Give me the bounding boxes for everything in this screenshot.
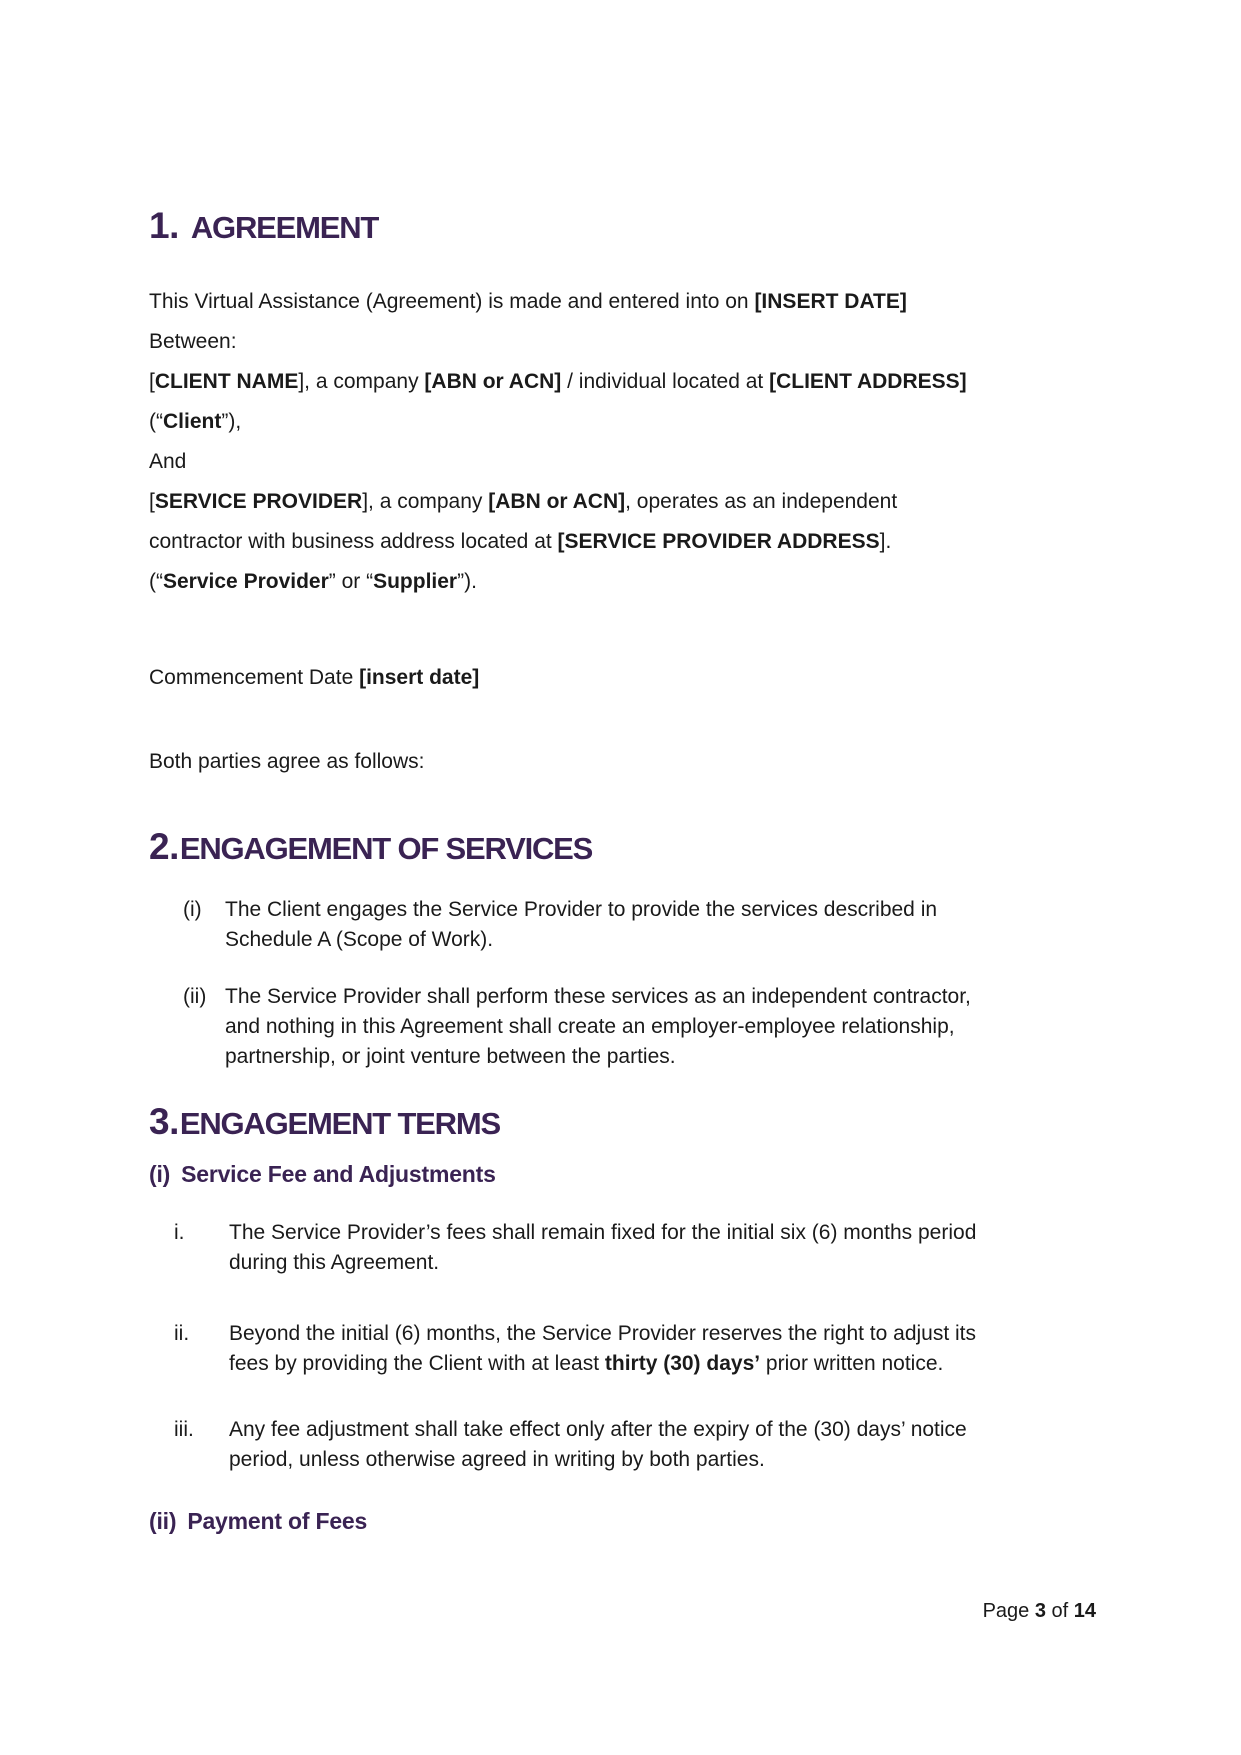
list-item <box>149 1218 1129 1278</box>
text-segment: Client <box>163 410 222 433</box>
text-segment: contractor with business address located at <box>149 530 558 553</box>
section-heading-engagement-of-services <box>149 826 592 868</box>
text-segment: partnership, or joint venture between the parties. <box>225 1045 676 1068</box>
list-item <box>149 1415 1129 1475</box>
list-item <box>149 895 1129 955</box>
text-segment: Commencement Date <box>149 666 360 689</box>
text-segment: Page <box>982 1600 1035 1622</box>
text-line <box>229 1415 1129 1445</box>
text-segment: ”). <box>457 570 477 593</box>
text-segment: [CLIENT ADDRESS] <box>769 370 967 393</box>
text-segment: [ABN or ACN] <box>424 370 562 393</box>
text-segment: [insert date] <box>359 666 480 689</box>
text-line <box>229 1319 1129 1349</box>
text-line <box>149 482 967 522</box>
text-segment: (“ <box>149 410 163 433</box>
text-segment: 14 <box>1073 1600 1096 1622</box>
text-segment: / individual located at <box>561 370 770 393</box>
text-segment: [ABN or ACN] <box>488 490 626 513</box>
text-segment: SERVICE PROVIDER <box>154 490 363 513</box>
text-line <box>225 982 1129 1012</box>
text-line <box>229 1248 1129 1278</box>
subheading-payment-of-fees <box>149 1506 367 1536</box>
list-item-marker: i. <box>174 1221 185 1244</box>
section-title: ENGAGEMENT TERMS <box>179 1106 500 1141</box>
text-segment: ], a company <box>362 490 489 513</box>
section-number: 1. <box>149 205 179 246</box>
text-segment: of <box>1045 1600 1074 1622</box>
text-segment: And <box>149 450 187 473</box>
text-line <box>149 562 967 602</box>
text-segment: fees by providing the Client with at least <box>229 1352 605 1375</box>
text-segment: Between: <box>149 330 237 353</box>
text-segment: Any fee adjustment shall take effect only after the expiry of the (30) days’ notice <box>229 1418 967 1441</box>
list-item-text <box>149 895 1129 955</box>
list-item <box>149 1319 1129 1379</box>
text-line <box>225 1042 1129 1072</box>
text-segment: Supplier <box>373 570 458 593</box>
text-segment: Both parties agree as follows: <box>149 750 425 773</box>
text-segment: This Virtual Assistance (Agreement) is made and entered into on <box>149 290 755 313</box>
text-line <box>229 1349 1129 1379</box>
list-item-text <box>149 1415 1129 1475</box>
text-line <box>149 322 967 362</box>
list-item-text <box>149 1319 1129 1379</box>
engagement-services-list <box>149 895 1129 1072</box>
commencement-date-line <box>149 658 479 698</box>
text-line <box>149 522 967 562</box>
subheading-label: Payment of Fees <box>187 1508 368 1534</box>
service-fee-terms-list <box>149 1218 1129 1475</box>
text-segment: ]. <box>879 530 892 553</box>
section-heading-agreement <box>149 205 378 247</box>
text-segment: thirty (30) days’ <box>604 1352 761 1375</box>
intro-paragraph <box>149 282 967 602</box>
text-line <box>225 925 1129 955</box>
text-segment: during this Agreement. <box>229 1251 440 1274</box>
text-line <box>225 895 1129 925</box>
page-number <box>983 1598 1096 1624</box>
agreement-clause-line <box>149 742 424 782</box>
subheading-service-fee-and-adjustments <box>149 1159 496 1189</box>
text-segment: CLIENT NAME <box>154 370 299 393</box>
text-line <box>149 362 967 402</box>
list-item <box>149 982 1129 1072</box>
section-title: AGREEMENT <box>190 210 379 245</box>
text-segment: The Service Provider shall perform these services as an independent contractor, <box>225 985 971 1008</box>
section-title: ENGAGEMENT OF SERVICES <box>179 831 593 866</box>
list-item-marker: ii. <box>174 1322 190 1345</box>
text-segment: [ <box>149 370 155 393</box>
text-segment: [INSERT DATE] <box>754 290 907 313</box>
list-item-text <box>149 1218 1129 1278</box>
text-segment: Service Provider <box>163 570 329 593</box>
text-segment: and nothing in this Agreement shall create an employer-employee relationship, <box>225 1015 955 1038</box>
text-segment: ], a company <box>298 370 425 393</box>
text-segment: Beyond the initial (6) months, the Service Provider reserves the right to adjust its <box>229 1322 977 1345</box>
section-number: 3. <box>149 1101 179 1142</box>
text-line <box>225 1012 1129 1042</box>
text-segment: 3 <box>1034 1600 1046 1622</box>
text-line <box>149 282 967 322</box>
text-segment: , operates as an independent <box>625 490 898 513</box>
text-segment: The Service Provider’s fees shall remain fixed for the initial six (6) months period <box>229 1221 977 1244</box>
section-heading-engagement-terms <box>149 1101 500 1143</box>
text-line <box>229 1445 1129 1475</box>
text-segment: (“ <box>149 570 163 593</box>
subheading-marker: (i) <box>149 1161 171 1187</box>
text-line <box>149 442 967 482</box>
subheading-marker: (ii) <box>149 1508 177 1534</box>
text-segment: [SERVICE PROVIDER ADDRESS <box>557 530 880 553</box>
text-segment: prior written notice. <box>760 1352 944 1375</box>
list-item-text <box>149 982 1129 1072</box>
text-segment: ” or “ <box>328 570 374 593</box>
text-line <box>229 1218 1129 1248</box>
text-line <box>149 402 967 442</box>
text-segment: The Client engages the Service Provider to provide the services described in <box>225 898 938 921</box>
text-segment: [ <box>149 490 155 513</box>
text-segment: ”), <box>221 410 242 433</box>
text-segment: Schedule A (Scope of Work). <box>225 928 494 951</box>
list-item-marker: iii. <box>174 1418 194 1441</box>
section-number: 2. <box>149 826 179 867</box>
list-item-marker: (i) <box>183 898 202 921</box>
text-segment: period, unless otherwise agreed in writing by both parties. <box>229 1448 765 1471</box>
list-item-marker: (ii) <box>183 985 207 1008</box>
subheading-label: Service Fee and Adjustments <box>181 1161 496 1187</box>
